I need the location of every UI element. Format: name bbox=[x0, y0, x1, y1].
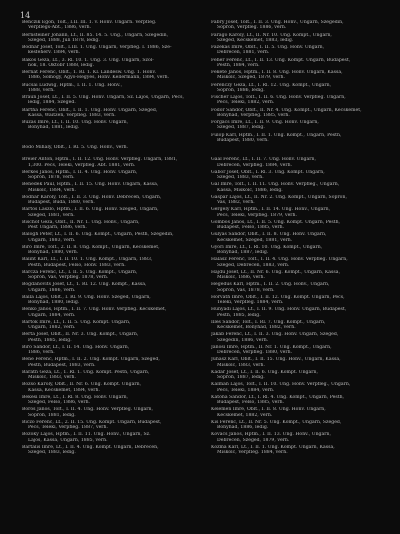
entry-continuation: Pecs, Teleki, 1882, verh. bbox=[217, 100, 275, 106]
entry-line: Juhász Karl, Oblt., I. II. 15. Ung. Honv., Ungarn, Kassa, bbox=[211, 357, 341, 363]
entry-continuation: Miskolc, Verpfleg. 1884, verh. bbox=[217, 450, 288, 456]
entry-line: Kálmán Lajos, Tolt., I. II. 10. Ung. Honv. Verpfleg., Ungarn, bbox=[211, 382, 351, 388]
directory-entry bbox=[22, 108, 200, 119]
directory-entry bbox=[22, 382, 200, 393]
directory-entry bbox=[211, 295, 389, 306]
entry-continuation: Sopron, Vas, 1878, verh. bbox=[217, 287, 275, 293]
entry-continuation: Ungarn, 1884, verh. bbox=[28, 312, 76, 318]
directory-entry bbox=[211, 382, 389, 393]
directory-entry bbox=[22, 395, 200, 406]
left-column bbox=[22, 20, 200, 457]
entry-continuation: Bonyhad, 1886, ledig. bbox=[217, 425, 269, 431]
entry-continuation: Budapest, Buda, 1880, verh. bbox=[28, 200, 95, 206]
entry-continuation: Sopron, Verpfleg. 1886, verh. bbox=[217, 25, 287, 31]
entry-line: Benczik Egon, Tolt., I.II. III. 1. v. Honv. Ungarn. Verpfleg. bbox=[22, 20, 157, 25]
directory-entry bbox=[22, 257, 200, 268]
entry-continuation: Pesth, Budapest, 1883, verh. bbox=[28, 362, 96, 368]
directory-entry bbox=[211, 420, 389, 431]
directory-entry bbox=[22, 157, 200, 168]
directory-entry bbox=[211, 70, 389, 81]
entry-line: Bozsó Károly, Oblt., II. Nr. 6. Ung. Kompt. Ungarn, bbox=[22, 382, 142, 388]
directory-entry bbox=[211, 245, 389, 256]
entry-line: Barcza Ferenc, Lt., I. II. 5. Ung. Kompt., Ungarn, bbox=[22, 269, 138, 275]
entry-continuation bbox=[22, 150, 200, 155]
directory-entry bbox=[22, 320, 200, 331]
directory-entry bbox=[211, 395, 389, 406]
entry-line: Bene Ferenc, Hptm., I. II. 2. Ung. Kompt. Ungarn, Szeged, bbox=[22, 357, 160, 363]
entry-continuation: Budapest, 1880, verh. bbox=[217, 137, 269, 143]
entry-continuation: Szegedin, 1886, verh. bbox=[217, 337, 269, 343]
entry-line: Hajdu Josef, Lt., II. Nr. 6. Ung. Kompt., Ungarn, Kassa, bbox=[211, 269, 341, 275]
entry-line: Kovács János, Hptm., I. II. 13. Ung. Honv., Ungarn, bbox=[211, 432, 331, 438]
entry-line: Bernat Ferenc, Oblt., 1. Rl. 1. Kl. Landesw. Ung. 1. Honv. bbox=[22, 70, 157, 75]
entry-continuation: Vas, 1882, verh. bbox=[217, 200, 255, 206]
directory-entry bbox=[22, 432, 200, 443]
entry-continuation: Sopron, 1887, ledig. bbox=[217, 375, 265, 381]
entry-continuation: Pesth, 1885, ledig. bbox=[217, 312, 261, 318]
entry-continuation: Debrecen, Szeged, 1879, verh. bbox=[217, 437, 290, 443]
entry-continuation: Szeged, 1887, ledig. bbox=[217, 125, 265, 131]
entry-line: Breier Anton, Hptm., I. II. 12. Ung. Honv. Verpfleg. Ungarn, 1881, bbox=[22, 157, 178, 163]
entry-continuation: Bonyhad, 1881, ledig. bbox=[28, 125, 80, 131]
entry-line: Fischer Lajos, Tolt., I. II. 6. Ung. Honv. Verpfleg. Ungarn, bbox=[211, 95, 346, 100]
entry-continuation: Budapest, Felso, 1885, verh. bbox=[217, 400, 285, 406]
directory-entry bbox=[22, 332, 200, 343]
entry-continuation: Szeged, 1881, verh. bbox=[28, 212, 75, 218]
entry-line: Katona Sándor, Lt., I. Rl. 4. Ung. Kompt., Ungarn, Pesth, bbox=[211, 394, 345, 400]
directory-entry bbox=[22, 182, 200, 193]
directory-entry bbox=[22, 70, 200, 81]
directory-entry bbox=[211, 182, 389, 193]
entry-continuation: Bonyhad, 1880, verh. bbox=[28, 250, 79, 256]
entry-continuation: Pesth, 1885, ledig. bbox=[28, 337, 72, 343]
entry-line: Bartha Ferenc, Oblt., I. II. 1. Ung. Honv. Ungarn, Szeged, bbox=[22, 107, 158, 113]
directory-entry bbox=[22, 20, 200, 31]
directory-entry bbox=[211, 195, 389, 206]
entry-continuation bbox=[22, 138, 200, 143]
entry-line: Bischof Geza, Oblt., II. Nr. 1. Ung. Honv., Ungarn, bbox=[22, 219, 140, 225]
directory-entry bbox=[22, 357, 200, 368]
entry-line: Berkes János, Hptm., I. II. 4. Ung. Honv. Ungarn, bbox=[22, 169, 138, 175]
entry-continuation: Pecs, Teleki, 1884, verh. bbox=[217, 387, 275, 393]
directory-entry bbox=[211, 370, 389, 381]
entry-line: Hegedüs Karl, Hptm., I. II. 2. Ung. Honv., Ungarn, bbox=[211, 282, 330, 288]
directory-entry bbox=[211, 220, 389, 231]
directory-entry bbox=[22, 307, 200, 318]
entry-line: Fazekas Imre, Oblt., I. II. 5. Ung. Honv. Ungarn, bbox=[211, 45, 325, 50]
entry-line: Balogh Peter, Lt., I. II. 6. Ung. Kompt., Ungarn, Pesth, Szegedin, bbox=[22, 232, 174, 238]
entry-continuation: Ungarn, 1886, verh. bbox=[28, 287, 76, 293]
entry-continuation: Miskolc, 1883, verh. bbox=[217, 362, 265, 368]
entry-continuation: Debrecen, 1881, verh. bbox=[217, 50, 270, 56]
entry-line: Baráth Geza, Lt., 1. Rl. 1. Ung. Kompt. Pesth, Ungarn, bbox=[22, 369, 150, 375]
entry-line: Kis Ferenc, Lt., II. Nr. 5. Ung. Kompt., Ungarn, Szeged, bbox=[211, 419, 342, 425]
directory-entry bbox=[211, 345, 389, 356]
entry-line: Győri Imre, Lt., I. Rl. 10. Ung. Kompt., Ungarn, bbox=[211, 244, 323, 250]
entry-continuation: Szeged, 1888, Juli 1878, ledig. bbox=[28, 37, 100, 43]
entry-continuation: Szeged, Felso, 1886, verh. bbox=[28, 400, 91, 406]
entry-continuation: Debrecen, Verpfleg. 1884, verh. bbox=[217, 162, 293, 168]
entry-continuation: Kassa, Miskolc, 1886, ledig. bbox=[217, 187, 283, 193]
entry-continuation: Pesth, Budapest, Felso, Honv. 1883, verh. bbox=[28, 262, 126, 268]
entry-continuation: Szeged, Debrecen, 1883, verh. bbox=[217, 262, 290, 268]
entry-line: Bernsteiner Johann, Lt., II. 85. 14. 5. Ung., Ungarn, Szegedin, bbox=[22, 32, 169, 38]
entry-line: Bodnár Károly, Tolt., I. II. 3. Ung. Honv. Debrecen, Ungarn, bbox=[22, 194, 162, 200]
entry-line: Faragó Károly, Lt., II. Nr. 10. Ung. Kompt., Ungarn, bbox=[211, 32, 332, 38]
directory-entry bbox=[22, 95, 200, 106]
entry-continuation: 1,300. Pecs, Teleki, Verpfleg. Abt. 1881, verh. bbox=[28, 162, 136, 168]
directory-entry bbox=[211, 170, 389, 181]
directory-entry bbox=[22, 145, 200, 156]
directory-entry bbox=[22, 195, 200, 206]
directory-entry bbox=[211, 320, 389, 331]
directory-entry bbox=[211, 357, 389, 368]
directory-entry bbox=[211, 282, 389, 293]
entry-line: Biczó Ferenc, Lt., 2. II. 15. Ung. Kompt. Ungarn, Budapest, bbox=[22, 419, 162, 425]
entry-continuation: Debrecen, Verpfleg. 1880, verh. bbox=[217, 350, 293, 356]
entry-line: Kozma Karl, Lt., I. II. 1. Ung. Kompt. Ungarn, Kassa, bbox=[211, 444, 335, 450]
entry-continuation: Kassa, Kecskemet, 1884, verh. bbox=[28, 387, 100, 393]
directory-entry bbox=[22, 133, 200, 144]
entry-line: Bozóky Lajos, Hptm., I. II. 11. Ung. Honv., Ungarn, Sz. bbox=[22, 432, 151, 438]
entry-continuation: Kecskemet, Szeged, 1881, verh. bbox=[217, 237, 293, 243]
entry-continuation: Sopron, 1878, verh. bbox=[28, 175, 75, 181]
entry-line: Illés Sándor, Tolt., I. Rl. 7. Ung. Kompt., Ungarn, bbox=[211, 319, 326, 325]
directory-entry bbox=[211, 33, 389, 44]
directory-entry bbox=[211, 232, 389, 243]
directory-entry bbox=[211, 145, 389, 156]
entry-line: Braun Josef, Lt., I. II. 5. Ung. Honv. Ungarn, Sz. Lajos, Ungarn, Pecs, bbox=[22, 95, 184, 100]
directory-entry bbox=[211, 45, 389, 56]
entry-continuation: 1886, verh. bbox=[28, 350, 55, 356]
directory-entry bbox=[22, 207, 200, 218]
directory-entry bbox=[22, 170, 200, 181]
entry-continuation: Pest Ungarn, 1886, verh. bbox=[28, 225, 87, 231]
entry-continuation: Pecs, Teleki, Verpfleg. 1879, verh. bbox=[217, 212, 297, 218]
entry-continuation: Teleki, Verpfleg. 1884, verh. bbox=[217, 300, 284, 306]
entry-line: Bartalis Imre, Lt., I. II. 4. Ung. Kompt. Ungarn, Debrecen, bbox=[22, 444, 159, 450]
entry-line: Bogdanovits Josef, Lt., 1. Rl. 12. Ung. Kompt., Kassa, bbox=[22, 282, 147, 288]
entry-line: Jakab Ferenc, Lt., I. II. 3. Ung. Honv. Ungarn, Szeged, bbox=[211, 332, 339, 338]
entry-continuation: 1888, verh. bbox=[28, 87, 55, 93]
entry-continuation: kesfeherv. 1884, verh. bbox=[28, 50, 81, 56]
page-number: 14 bbox=[20, 11, 31, 20]
directory-entry bbox=[22, 270, 200, 281]
entry-continuation: Pecs, Teleki, Verpfleg. 1887, verh. bbox=[28, 425, 108, 431]
entry-line: Bodnár Josef, Tolt., I.III. 1. Ung. Ungarn, Verpfleg. I. 1886, Sze- bbox=[22, 45, 172, 50]
directory-entry bbox=[211, 157, 389, 168]
directory-entry bbox=[22, 420, 200, 431]
entry-line: Bartos László, Hptm., I. II. 6. Ung. Honv. Szeged, Ungarn, bbox=[22, 207, 159, 213]
entry-continuation: Ungarn, 1882, verh. bbox=[28, 325, 76, 331]
entry-continuation: Bonyhad, 1887, ledig. bbox=[217, 250, 269, 256]
directory-entry bbox=[22, 345, 200, 356]
directory-entry bbox=[22, 232, 200, 243]
entry-line: Bíró Sándor, Lt., I. II. 14. Ung. Honv. Ungarn, bbox=[22, 344, 130, 350]
entry-continuation: Sopron, Vas, Verpfleg. 1878, verh. bbox=[28, 275, 109, 281]
directory-entry bbox=[22, 120, 200, 131]
entry-continuation: Szeged, 1883, verh. bbox=[217, 175, 264, 181]
entry-continuation: Kassa, Waitzen, Verpfleg. 1883, verh. bbox=[28, 112, 116, 118]
entry-continuation: Sopron, 1881, ledig. bbox=[28, 412, 76, 418]
entry-line: Bálint Karl, Lt., I. II. 10. 1. Ung. Kompt., Ungarn, 1883, bbox=[22, 257, 153, 263]
directory-entry bbox=[211, 407, 389, 418]
entry-continuation: Lajos, Kassa, Ungarn, 1885, verh. bbox=[28, 437, 108, 443]
entry-line: Horváth Imre, Oblt., I. II. 12. Ung. Kompt. Ungarn, Pecs, bbox=[211, 294, 345, 300]
entry-continuation: Bonyhad, 1880, ledig. bbox=[28, 300, 80, 306]
entry-continuation: Pesth, 1884, verh. bbox=[217, 62, 260, 68]
entry-line: Kádár Josef, Lt., I. II. 6. Ung. Kompt. Ungarn, bbox=[211, 369, 318, 375]
entry-line: Biro Imre, Tolt., 2. II. 8. Ung. Kompt., Ungarn, Kecskemet, bbox=[22, 244, 160, 250]
entry-line: Gombos János, Lt., I. II. 5. Ung. Kompt. Ungarn, Pesth, bbox=[211, 219, 341, 225]
entry-line: Fodor Sándor, Oblt., II. Nr. 4. Ung. Kompt., Ungarn, Kecskemet, bbox=[211, 107, 362, 113]
entry-line: Fülöp Karl, Hptm., I. II. 1. Ung. Kompt., Ungarn, Pesth, bbox=[211, 132, 342, 138]
entry-continuation: Miskolc, 1884, verh. bbox=[28, 187, 76, 193]
entry-continuation: Szeged, Kecskemet, 1883, ledig. bbox=[217, 37, 294, 43]
entry-line: Boros Janos, Tolt., I. II. 4. Ung. Honv. Verpfleg. Ungarn, bbox=[22, 407, 153, 413]
entry-continuation: Miskolc, 1886, verh. bbox=[217, 275, 265, 281]
entry-line: Halász Ferenc, Tolt., I. II. 4. Ung. Honv. Verpfleg. Ungarn, bbox=[211, 257, 348, 263]
directory-entry bbox=[22, 407, 200, 418]
entry-line: Gábor Josef, Oblt., I. Rl. 3. Ung. Kompt. Ungarn, bbox=[211, 169, 325, 175]
directory-entry bbox=[211, 332, 389, 343]
entry-line: Jánosi Imre, Hptm., II. Nr. 1. Ung. Kompt., Ungarn, bbox=[211, 344, 332, 350]
directory-entry bbox=[211, 270, 389, 281]
entry-continuation: Miskolc, 1883, verh. bbox=[28, 375, 76, 381]
entry-line: Fekete János, Hptm., I. II. 8. Ung. Honv. Ungarn, Kassa, bbox=[211, 70, 343, 75]
entry-line: Gulyás Sándor, Oblt., I. II. 8. Ung. Honv. Ungarn, bbox=[211, 232, 327, 238]
directory-entry bbox=[22, 83, 200, 94]
directory-entry bbox=[211, 207, 389, 218]
entry-continuation: Kecskemet, 1882, verh. bbox=[217, 412, 273, 418]
entry-line: Forgács Imre, Lt., I. II. 9. Ung. Honv. Ungarn, bbox=[211, 120, 319, 125]
entry-line: Fehér Ferenc, Lt., I. II. 13. Ung. Kompt. Ungarn, Budapest, bbox=[211, 57, 351, 63]
entry-continuation: Miskolc, Szeged, 1879, verh. bbox=[217, 75, 285, 81]
directory-entry bbox=[211, 95, 389, 106]
entry-line: Fábry Josef, Tolt., I. II. 3. Ung. Honv., Ungarn, Szegedin, bbox=[211, 20, 344, 25]
directory-entry bbox=[211, 58, 389, 69]
directory-entry bbox=[22, 370, 200, 381]
directory-entry bbox=[211, 83, 389, 94]
directory-entry bbox=[211, 20, 389, 31]
entry-line: Buzás Imre, Lt., I. II. 10. Ung. Honv. Ungarn, bbox=[22, 120, 129, 125]
entry-continuation: Szeged, 1883, ledig. bbox=[28, 450, 76, 456]
directory-entry bbox=[211, 120, 389, 131]
directory-entry bbox=[22, 33, 200, 44]
entry-line: Gaál Ferenc, Lt., I. II. 7. Ung. Honv. Ungarn, bbox=[211, 157, 316, 163]
entry-line: Gáspár Lajos, Lt., II. Nr. 2. Ung. Kompt., Ungarn, Sopron, bbox=[211, 194, 347, 200]
entry-line: Ferenczy Géza, Lt., I. Rl. 12. Ung. Kompt., Ungarn, bbox=[211, 82, 332, 88]
directory-entry bbox=[22, 445, 200, 456]
entry-line: Berta Josef, Oblt., II. Nr. 3. Ung. Kompt., Ungarn, bbox=[22, 332, 139, 338]
entry-line: Hunyadi Lajos, Lt., I. II. 9. Ung. Honv. Ungarn, Budapest, bbox=[211, 307, 347, 313]
directory-entry bbox=[211, 445, 389, 456]
directory-entry bbox=[211, 432, 389, 443]
directory-entry bbox=[22, 45, 200, 56]
entry-line: Balla Lajos, Oblt., I. Rl. 9. Ung. Honv. Szeged, Ungarn, bbox=[22, 294, 151, 300]
directory-entry bbox=[211, 307, 389, 318]
entry-continuation: ledig, 1884, Szeged. bbox=[28, 100, 76, 106]
entry-line: Bakos Géza, Lt., 3. Rl. 10. 1. Ung. 3. Ung. Ungarn, Szol- bbox=[22, 57, 154, 63]
entry-continuation: Verpflegs-Abt., 1886, verh. bbox=[28, 25, 92, 31]
entry-line: Bodó Mihály, Oblt., I. Rl. 5. Ung. Honv., verh. bbox=[22, 144, 129, 150]
entry-continuation bbox=[211, 150, 389, 155]
entry-line: Békési Imre, Lt., I. Rl. 8. Ung. Honv. Ungarn, bbox=[22, 394, 129, 400]
directory-entry bbox=[22, 295, 200, 306]
entry-continuation: Ungarn, 1883, verh. bbox=[28, 237, 76, 243]
entry-continuation: Sopron, 1886, ledig. bbox=[217, 87, 265, 93]
directory-entry bbox=[211, 133, 389, 144]
entry-line: Kelemen Imre, Oblt., I. II. 8. Ung. Honv. Ungarn, bbox=[211, 407, 326, 413]
entry-continuation: Bonyhad, Verpfleg. 1885, verh. bbox=[217, 112, 290, 118]
directory-entry bbox=[211, 108, 389, 119]
directory-entry bbox=[22, 220, 200, 231]
entry-continuation: Budapest, Felso, 1885, verh. bbox=[217, 225, 285, 231]
directory-entry bbox=[211, 257, 389, 268]
entry-line: Bartók Imre, Lt., I. II. 5. Ung. Kompt. Ungarn, bbox=[22, 319, 131, 325]
directory-entry bbox=[22, 282, 200, 293]
entry-line: Gál Imre, Tolt., I. II. 11. Ung. Honv. Verpfleg., Ungarn, bbox=[211, 182, 340, 188]
entry-continuation: 1886, Somogy, Agyo-Hegyes, Honv. Kellermann, 1884, verh. bbox=[28, 75, 170, 81]
entry-continuation: Kecskemet, Bonyhad, 1882, verh. bbox=[217, 325, 296, 331]
directory-entry bbox=[22, 58, 200, 69]
entry-line: Gergely Karl, Hptm., I. II. 14. Ung. Honv., Ungarn, bbox=[211, 207, 331, 213]
entry-continuation: nok, 18. Oktobr 1888, ledig. bbox=[28, 62, 95, 68]
entry-line: Benkö Janos, Hptm., I. II. 7. Ung. Honv. Verpfleg. Kecskemet, bbox=[22, 307, 167, 313]
entry-line: Bucsai Ludwig, Hptm., I. II. 1. Ung. Honv., bbox=[22, 82, 123, 88]
entry-line: Benedek Paul, Hptm., I. II. 15. Ung. Honv. Ungarn, Kassa, bbox=[22, 182, 159, 188]
right-column bbox=[211, 20, 389, 457]
directory-entry bbox=[22, 245, 200, 256]
